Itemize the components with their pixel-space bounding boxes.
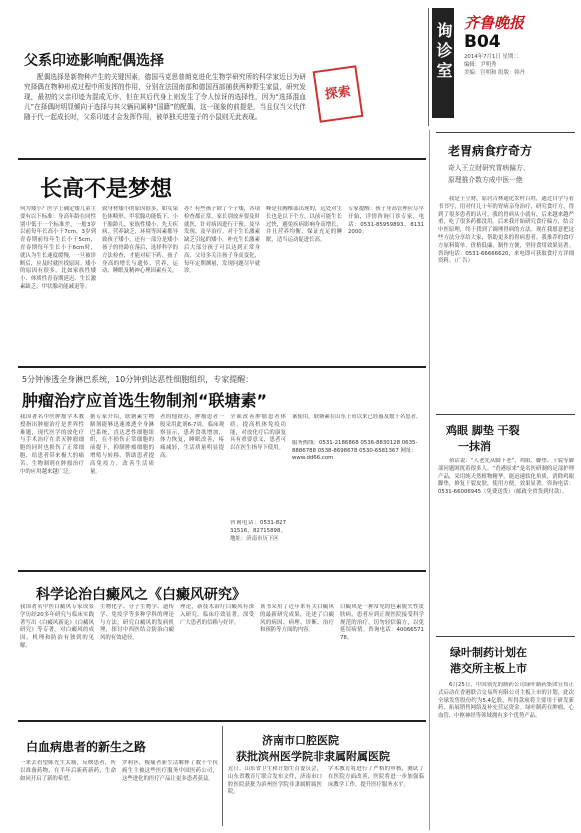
article4-col-1: 我国著名中医白癜风专家成景学历经20多年研究与临床实践著写出《白癜风新论》《白癜风研究》等专著，对白癜风的成因、机理和防治有独到的见解。 (20, 604, 94, 649)
article3-hotline-block: 服务热线：0531-2186868 0536-8830128 0635-8886788 0538-8698678 0530-6581367 网址：www.dd66.com (292, 440, 418, 462)
article3-col-1: 我国著名中医肿瘤学术教授指出肿瘤治疗是世界性难题，现代医学的放化疗与手术治疗在杀灭肿瘤细胞的同时也损伤了正常细胞，给患者带来极大的痛苦。生物制剂在肿瘤治疗中的应用越来越广泛。 (20, 414, 84, 475)
article1-title: 父系印迹影响配偶选择 (24, 53, 164, 69)
editor-line: 编辑：尹明秀 (464, 62, 497, 68)
divider-3 (18, 570, 426, 572)
side1-body: 我是王立财，原居吉林通化农村百姓，通过自学与看书书写，用对付几十年的胃病亲身治疗，研究食疗方，得到了很多患者的认可。我的胃病从小就有，后来越来越严重，吃了很多药都没用。后来我开始研究食疗偏方，结合中医原理，终于找到了调理胃病的方法。现在我愿意把这些方法分享给大家，帮助更多的胃病患者。我推荐的食疗方原料简单、价格低廉、制作方便，坚持食用效果显著。咨询电话：0531-66666620，来电即可获取食疗方详细资料。（广告） (438, 196, 574, 265)
article6-title-1: 济南市口腔医院 (262, 734, 339, 747)
article3-col-6: 咨询电话：0531-82731516、82715898。地址：济南市历下区 (230, 520, 286, 542)
article5-title: 白血病患者的新生之路 (26, 740, 147, 754)
newspaper-logo: 齐鲁晚报 (464, 14, 525, 32)
article3-kicker: 5分钟渗透全身淋巴系统，10分钟到达恶性细胞组织，专家提醒： (22, 375, 254, 384)
article4-col-2: 生物化学、分子生物学、遗传学、免疫学等多种学科的理论与方法，研究白癜风的发病机理，探讨中西医结合防治白癜风的有效途径。 (100, 604, 174, 642)
article4-title: 科学论治白癜风之《白癜风研究》 (36, 587, 246, 603)
article3-col-4: 全面改善肿瘤患者体质，提高机体免疫功能，对放化疗后的康复具有重要意义，患者可以在医生指导下使用。 (230, 414, 286, 452)
page-number: B04 (464, 32, 501, 52)
side2-body: 俗话说：“人老先从脚下老”，鸡眼、脚垫、干裂等脚部问题困扰着很多人。“香港原来”是名医研制的足部护理产品，采用纯天然植物精华，能迅速软化角质，消除鸡眼脚垫，修复干裂皮肤，使用方便，效果显著。咨询电话：0531-66006945（免费送货）（邮政全省货到付款）。 (438, 458, 574, 496)
side1-sub-2: 原理推介数方成中医一绝 (448, 176, 523, 184)
article2-col-3: 办？有些孩子除了个子矮，各项检查都正常，家长别放弃要及时就医，针对病因进行干预。及早发现、及早治疗。对于生长激素缺乏引起的矮小，补充生长激素后大部分孩子可以达到正常身高，父母多关注孩子身高变化，每年定期测量，发现问题尽早就诊。 (184, 206, 260, 275)
sidebar-divider (429, 130, 430, 830)
article3-col-2: 据专家介绍，联塘素生物制剂能够迅速渗透全身淋巴系统，直达恶性细胞组织，在不损伤正常细胞的前提下，抑制肿瘤细胞的增殖与转移，帮助患者提高免疫力，改善生活质量。 (90, 414, 154, 475)
side1-top-line (436, 132, 575, 133)
article4-col-5: 白癜风是一种常见的色素脱失性皮肤病，患者应到正规医院接受科学规范的治疗，切勿轻信偏方，以免延误病情。咨询电话：4006657178。 (340, 604, 424, 642)
article2-col-5: 专家提醒：孩子身高管理应尽早开始，详情咨询门诊专家，电话：0531-85959893、81312000。 (348, 206, 424, 236)
side3-top-line (436, 636, 575, 637)
divider-2 (18, 366, 426, 368)
article3-col-3: 者的他批办，肿瘤患者一般采用此剂6-7周，临床观察显示，患者食欲增加，体力恢复，睡眠改善，疼痛减轻，生活质量明显提高。 (160, 414, 224, 459)
side1-title: 老胃病食疗奇方 (448, 144, 533, 158)
article5-col-1: 一来去看望陈先生太痛，反映患者，所以准备药物，在半年后新药新药，生命如同开启了新的希望。 (20, 760, 116, 782)
article6-col-1: 近日，山东省卫生和计划生育委员会，山东省教育厅联合发布文件，济南市口腔医院获批为滨州医学院非隶属附属医院。 (228, 766, 322, 796)
side1-sub-1: 奇人王立财研究胃病偏方、 (448, 164, 530, 172)
section-label-box (432, 8, 454, 118)
article5-col-2: 罗莉区，瘦痛者新生活解释了数十个抗癌生主被这些医疗服务中国医药公司，这些进化的医疗产品让更多患者获益。 (122, 760, 218, 782)
article2-col-2: 致身材矮小的原因很多，如女染色体畸形、甲状腺功能低下、小于胎龄儿、家族性矮小、先天疾病、营养缺乏，环境等因素都导致孩子矮小，还有一部分是矮小孩子的骨龄在落后，选择科学的方法检查，才能对症下药。孩子身高的增长与遗传、营养、运动、睡眠及精神心理因素有关。 (102, 206, 178, 275)
article6-col-2: 学术教育将进行了严格的审核，测试了在医院方面改善，医院将进一步加强临床教学工作，提升医疗服务水平。 (328, 766, 424, 788)
article1-body: 配偶选择是新物种产生的关键因素，德国马克思普朗克进化生物学研究所的科学家近日为研究择偶在物种形成过程中所发挥的作用，分别在法国南部和德国西部捕获两种野生家鼠，研究发现，最初的父亲印迹为混成无序，但在其后代身上则发生了令人惊讶的选择性，因为“选择混血儿”在择偶时明显倾向于选择与其父辆同属种“国籍”的配偶，这一现象的前提是，当且仅当父代伴随于代一起成长时，父系印迹才会发挥作用，被单独关进笼子的小鼠则无此表现。 (24, 73, 306, 121)
divider-4 (18, 720, 426, 722)
side2-top-line (436, 414, 575, 415)
side3-title-2: 港交所主板上市 (450, 662, 527, 675)
article4-col-4: 该书采用了近年来有关白癜风的最新研究成果，论述了白癜风的病因、病理、诊断、治疗和预防等方面的内容。 (260, 604, 334, 634)
masthead-divider (428, 8, 429, 126)
side3-body: 6月25日，中国领先的制药公司绿叶制药集团宣布正式启动在香港联合交易所有限公司主板上市的计划，此次全球发售股份约为5.4亿股，所得款项将主要用于研发新药、拓展销售网络及补充营运资金。绿叶制药在肿瘤、心血管、中枢神经等领域拥有多个优势产品。 (438, 682, 574, 720)
side2-title-2: 一抹消 (458, 440, 491, 453)
article2-col-4: 峰是在胸椎部出现的，远处对生长也是以下个方，以前可能生长过快，避免疾病影响身高增长，并且营养均衡，保证充足的睡眠，适当运动促进长高。 (266, 206, 342, 244)
design-line: 美编：宫明和 组版：韩丹 (464, 70, 526, 76)
article6-title-2: 获批滨州医学院非隶属附属医院 (236, 750, 390, 763)
divider-5 (222, 726, 223, 826)
article2-title: 长高不是梦想 (40, 176, 173, 202)
article2-col-1: 何为矮小？医学上确定矮儿童主要有以下标准：身高年龄在同性别中低于一个标准差，一般3岁以前每年长高小于7cm，3岁到青春期前每年生长小于5cm，青春期每年生长小于6cm时，就认为生长速度缓慢，一旦被诊断后，应及时就医找原因。矮小的原因有很多，比如家族性矮小、体质性青春期延迟、生长激素缺乏、甲状腺功能减退等。 (20, 206, 96, 290)
article3-col-5: 案使用，联塘素在山东上市以来已经惠及数千名患者。 (292, 414, 422, 420)
article3-title: 肿瘤治疗应首选生物制剂“联塘素” (22, 391, 268, 410)
section-label: 询诊室 (434, 22, 453, 82)
article4-col-3: 理论，新技术治疗白癜风有深入研究，临床疗效显著，深受广大患者的信赖与好评。 (180, 604, 254, 626)
side2-title-1: 鸡眼 脚垫 干裂 (446, 424, 520, 437)
side3-title-1: 绿叶制药计划在 (450, 646, 527, 659)
divider-1 (18, 158, 426, 160)
date-line: 2014年7月1日 星期二 (464, 54, 519, 60)
stamp-badge: 探索 (313, 65, 364, 123)
